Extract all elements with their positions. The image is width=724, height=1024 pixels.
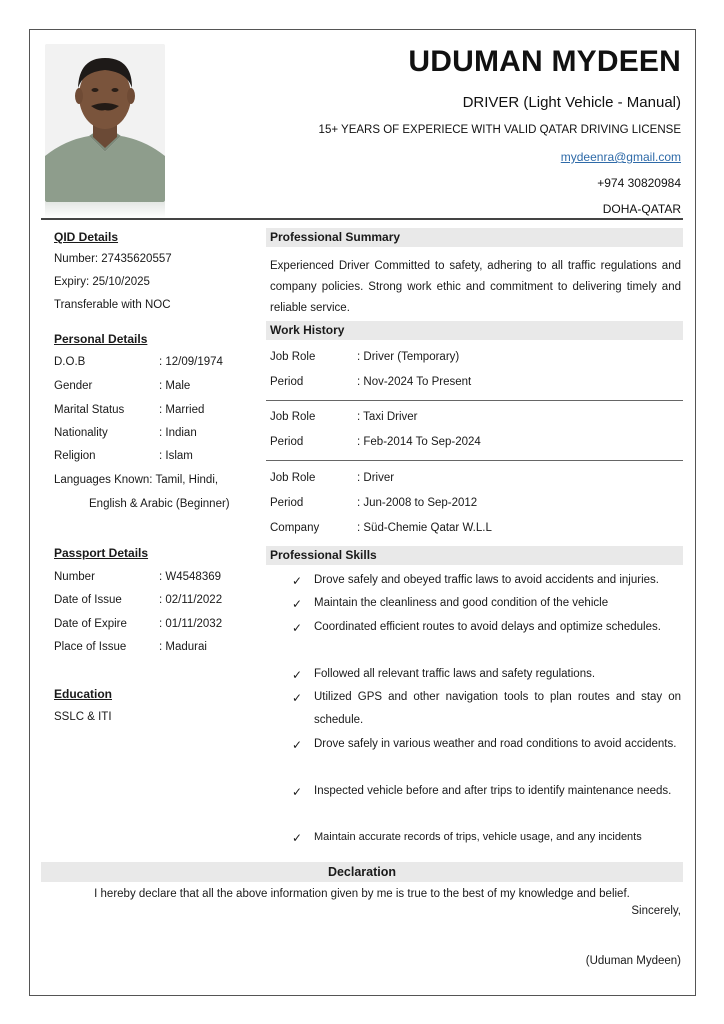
passport-number-label: Number xyxy=(54,571,95,583)
issue-date-value: : 02/11/2022 xyxy=(159,594,223,606)
dob-value: : 12/09/1974 xyxy=(159,356,223,368)
job1-period: : Nov-2024 To Present xyxy=(357,376,472,388)
skill-item: Utilized GPS and other navigation tools to plan routes and stay on schedule. xyxy=(314,691,681,726)
personal-heading: Personal Details xyxy=(54,332,148,346)
nationality-label: Nationality xyxy=(54,427,108,439)
qid-expiry: Expiry: 25/10/2025 xyxy=(54,276,150,288)
declaration-text: I hereby declare that all the above information given by me is true to the best of my knowledge and belief. xyxy=(94,888,630,900)
expire-date-label: Date of Expire xyxy=(54,618,127,630)
qid-transfer: Transferable with NOC xyxy=(54,299,171,311)
job1-role: : Driver (Temporary) xyxy=(357,351,460,363)
education-heading: Education xyxy=(54,687,113,701)
skill-item: Maintain accurate records of trips, vehicle usage, and any incidents xyxy=(314,831,642,843)
religion-label: Religion xyxy=(54,450,96,462)
marital-label: Marital Status xyxy=(54,404,125,416)
phone-number: +974 30820984 xyxy=(597,176,681,190)
check-icon: ✓ xyxy=(292,738,303,752)
job3-period-label: Period xyxy=(270,497,304,509)
declaration-heading: Declaration xyxy=(41,862,683,882)
skill-item: Drove safely and obeyed traffic laws to avoid accidents and injuries. xyxy=(314,574,659,586)
candidate-name: UDUMAN MYDEEN xyxy=(408,45,681,78)
skill-item: Followed all relevant traffic laws and safety regulations. xyxy=(314,668,596,680)
check-icon: ✓ xyxy=(292,621,303,635)
check-icon: ✓ xyxy=(292,785,303,799)
languages-line-1: Languages Known: Tamil, Hindi, xyxy=(54,474,219,486)
place-of-issue-value: : Madurai xyxy=(159,641,207,653)
issue-date-label: Date of Issue xyxy=(54,594,122,606)
photo-reflection xyxy=(45,202,165,218)
summary-text: Experienced Driver Committed to safety, adhering to all traffic regulations and company policies. Strong work ethic and commitment to delivering timely and reliable service. xyxy=(270,260,681,314)
job3-role: : Driver xyxy=(357,472,395,484)
job3-role-label: Job Role xyxy=(270,472,316,484)
closing: Sincerely, xyxy=(631,905,681,917)
languages-line-2: English & Arabic (Beginner) xyxy=(89,498,230,510)
skill-item: Maintain the cleanliness and good condition of the vehicle xyxy=(314,597,609,609)
job2-role-label: Job Role xyxy=(270,411,316,423)
check-icon: ✓ xyxy=(292,597,303,611)
work-heading: Work History xyxy=(266,321,683,340)
qid-heading: QID Details xyxy=(54,230,119,244)
gender-value: : Male xyxy=(159,380,191,392)
job-divider xyxy=(266,460,683,461)
job1-period-label: Period xyxy=(270,376,304,388)
job2-role: : Taxi Driver xyxy=(357,411,418,423)
job-title: DRIVER (Light Vehicle - Manual) xyxy=(462,94,681,111)
email-link[interactable]: mydeenra@gmail.com xyxy=(560,150,681,164)
signer-name: (Uduman Mydeen) xyxy=(585,955,681,967)
job2-period-label: Period xyxy=(270,436,304,448)
nationality-value: : Indian xyxy=(159,427,197,439)
passport-heading: Passport Details xyxy=(54,546,149,560)
religion-value: : Islam xyxy=(159,450,193,462)
job3-company: : Süd-Chemie Qatar W.L.L xyxy=(357,522,492,534)
dob-label: D.O.B xyxy=(54,356,86,368)
check-icon: ✓ xyxy=(292,574,303,588)
header-divider xyxy=(41,218,683,220)
marital-value: : Married xyxy=(159,404,205,416)
profile-photo xyxy=(45,44,165,202)
location: DOHA-QATAR xyxy=(602,202,681,216)
check-icon: ✓ xyxy=(292,668,303,682)
place-of-issue-label: Place of Issue xyxy=(54,641,127,653)
check-icon: ✓ xyxy=(292,691,303,705)
job2-period: : Feb-2014 To Sep-2024 xyxy=(357,436,481,448)
skill-item: Drove safely in various weather and road conditions to avoid accidents. xyxy=(314,738,677,750)
skill-item: Coordinated efficient routes to avoid delays and optimize schedules. xyxy=(314,621,661,633)
experience-line: 15+ YEARS OF EXPERIECE WITH VALID QATAR DRIVING LICENSE xyxy=(318,124,681,136)
gender-label: Gender xyxy=(54,380,93,392)
passport-number-value: : W4548369 xyxy=(159,571,222,583)
skills-heading: Professional Skills xyxy=(266,546,683,565)
job-divider xyxy=(266,400,683,401)
job3-company-label: Company xyxy=(270,522,320,534)
job1-role-label: Job Role xyxy=(270,351,316,363)
expire-date-value: : 01/11/2032 xyxy=(159,618,223,630)
education-value: SSLC & ITI xyxy=(54,711,112,723)
skill-item: Inspected vehicle before and after trips to identify maintenance needs. xyxy=(314,785,672,797)
check-icon: ✓ xyxy=(292,831,303,845)
job3-period: : Jun-2008 to Sep-2012 xyxy=(357,497,478,509)
qid-number: Number: 27435620557 xyxy=(54,253,172,265)
summary-heading: Professional Summary xyxy=(266,228,683,247)
